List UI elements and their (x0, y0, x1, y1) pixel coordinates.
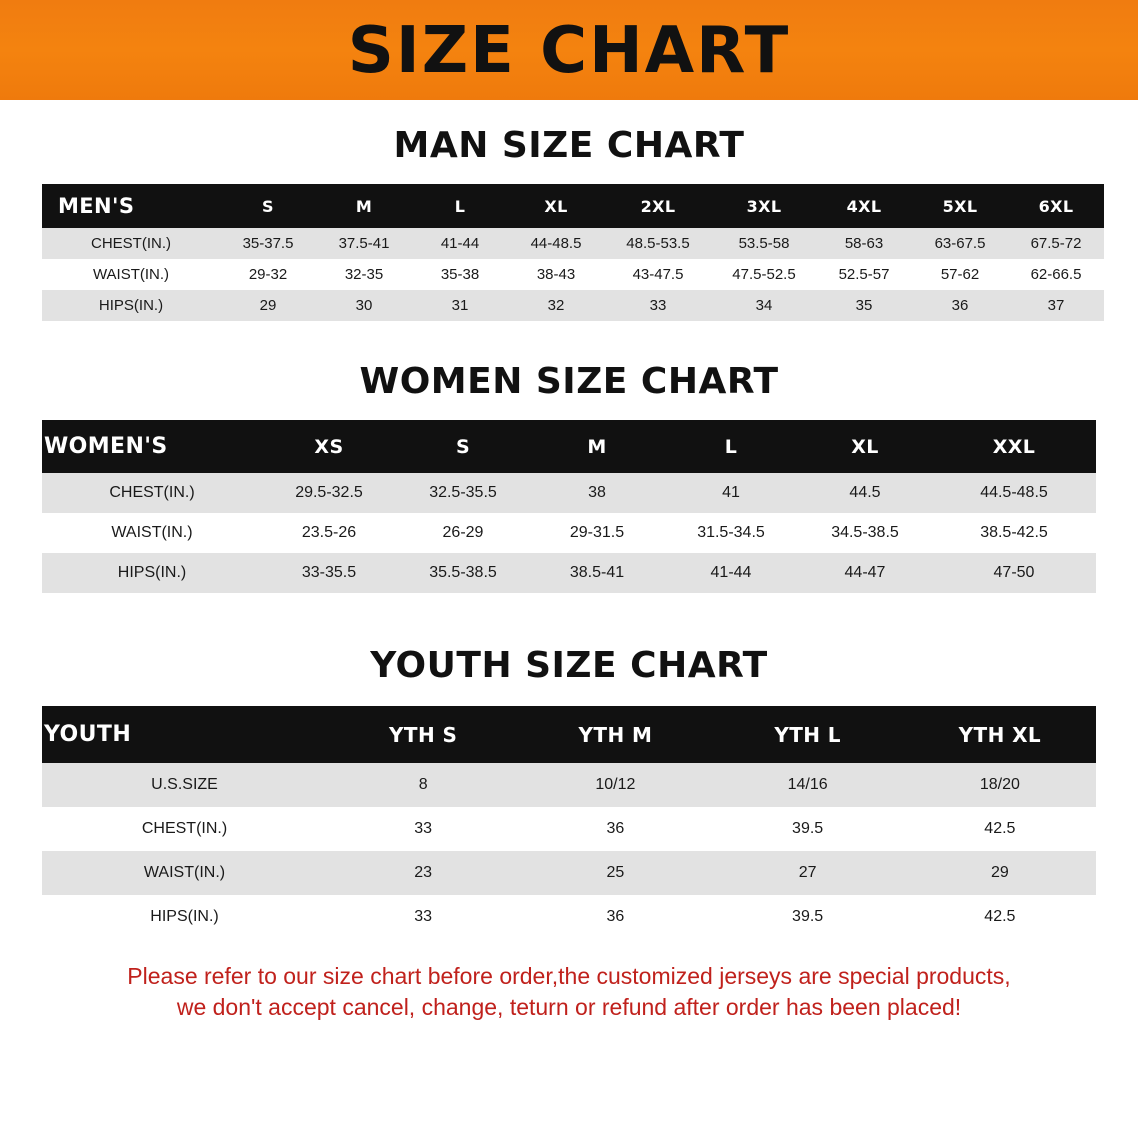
cell: 36 (519, 807, 711, 851)
col-header-l: L (412, 184, 508, 228)
cell: 44.5 (798, 473, 932, 513)
cell: 36 (912, 290, 1008, 321)
cell: 30 (316, 290, 412, 321)
table-row (42, 553, 1096, 593)
col-header-yth-m: YTH M (519, 706, 711, 763)
table-row (42, 290, 1104, 321)
col-header-s: S (220, 184, 316, 228)
cell: 23.5-26 (262, 513, 396, 553)
col-header-4xl: 4XL (816, 184, 912, 228)
col-header-2xl: 2XL (604, 184, 712, 228)
col-header-youth: YOUTH (42, 706, 327, 763)
col-header-6xl: 6XL (1008, 184, 1104, 228)
table-row (42, 259, 1104, 290)
cell: 33 (604, 290, 712, 321)
header-banner (0, 0, 1138, 100)
disclaimer-line-1: Please refer to our size chart before order,the customized jerseys are special products, (127, 963, 1011, 989)
cell: 47.5-52.5 (712, 259, 816, 290)
col-header-yth-xl: YTH XL (904, 706, 1096, 763)
cell: 39.5 (712, 895, 904, 939)
cell: 35 (816, 290, 912, 321)
row-label-waist: WAIST(IN.) (42, 259, 220, 290)
cell: 35.5-38.5 (396, 553, 530, 593)
col-header-xl: XL (798, 420, 932, 473)
cell: 53.5-58 (712, 228, 816, 259)
youth-section-heading: YOUTH SIZE CHART (370, 645, 768, 686)
cell: 37 (1008, 290, 1104, 321)
row-label-chest: CHEST(IN.) (42, 807, 327, 851)
women-size-table (42, 420, 1096, 593)
cell: 25 (519, 851, 711, 895)
col-header-m: M (530, 420, 664, 473)
cell: 44-47 (798, 553, 932, 593)
table-row (42, 807, 1096, 851)
row-label-hips: HIPS(IN.) (42, 290, 220, 321)
row-label-us-size: U.S.SIZE (42, 763, 327, 807)
row-label-hips: HIPS(IN.) (42, 553, 262, 593)
cell: 38-43 (508, 259, 604, 290)
cell: 43-47.5 (604, 259, 712, 290)
cell: 32-35 (316, 259, 412, 290)
table-row (42, 473, 1096, 513)
cell: 41 (664, 473, 798, 513)
cell: 36 (519, 895, 711, 939)
cell: 47-50 (932, 553, 1096, 593)
cell: 8 (327, 763, 519, 807)
col-header-yth-l: YTH L (712, 706, 904, 763)
cell: 34 (712, 290, 816, 321)
cell: 10/12 (519, 763, 711, 807)
disclaimer-line-2: we don't accept cancel, change, teturn or refund after order has been placed! (176, 994, 962, 1021)
cell: 33 (327, 807, 519, 851)
cell: 33 (327, 895, 519, 939)
cell: 41-44 (412, 228, 508, 259)
cell: 32 (508, 290, 604, 321)
cell: 32.5-35.5 (396, 473, 530, 513)
cell: 52.5-57 (816, 259, 912, 290)
col-header-3xl: 3XL (712, 184, 816, 228)
cell: 41-44 (664, 553, 798, 593)
col-header-5xl: 5XL (912, 184, 1008, 228)
table-row (42, 895, 1096, 939)
cell: 26-29 (396, 513, 530, 553)
cell: 48.5-53.5 (604, 228, 712, 259)
cell: 42.5 (904, 807, 1096, 851)
cell: 67.5-72 (1008, 228, 1104, 259)
col-header-yth-s: YTH S (327, 706, 519, 763)
man-section-heading: MAN SIZE CHART (393, 125, 745, 166)
table-header-row (42, 706, 1096, 763)
table-header-row (42, 184, 1104, 228)
cell: 63-67.5 (912, 228, 1008, 259)
row-label-waist: WAIST(IN.) (42, 513, 262, 553)
table-row (42, 228, 1104, 259)
row-label-chest: CHEST(IN.) (42, 473, 262, 513)
cell: 39.5 (712, 807, 904, 851)
cell: 31.5-34.5 (664, 513, 798, 553)
cell: 58-63 (816, 228, 912, 259)
table-header-row (42, 420, 1096, 473)
row-label-hips: HIPS(IN.) (42, 895, 327, 939)
cell: 33-35.5 (262, 553, 396, 593)
col-header-m: M (316, 184, 412, 228)
page-title: SIZE CHART (347, 14, 791, 88)
cell: 57-62 (912, 259, 1008, 290)
man-size-table (42, 184, 1104, 321)
cell: 27 (712, 851, 904, 895)
col-header-xl: XL (508, 184, 604, 228)
cell: 35-38 (412, 259, 508, 290)
col-header-womens: WOMEN'S (42, 420, 262, 473)
cell: 29 (904, 851, 1096, 895)
women-section-heading: WOMEN SIZE CHART (359, 361, 779, 402)
cell: 37.5-41 (316, 228, 412, 259)
row-label-chest: CHEST(IN.) (42, 228, 220, 259)
cell: 34.5-38.5 (798, 513, 932, 553)
cell: 38.5-41 (530, 553, 664, 593)
cell: 23 (327, 851, 519, 895)
col-header-s: S (396, 420, 530, 473)
row-label-waist: WAIST(IN.) (42, 851, 327, 895)
col-header-xs: XS (262, 420, 396, 473)
cell: 18/20 (904, 763, 1096, 807)
cell: 29-32 (220, 259, 316, 290)
cell: 29 (220, 290, 316, 321)
youth-size-table (42, 706, 1096, 939)
cell: 62-66.5 (1008, 259, 1104, 290)
women-table-wrap (42, 420, 1096, 593)
cell: 42.5 (904, 895, 1096, 939)
table-row (42, 513, 1096, 553)
cell: 35-37.5 (220, 228, 316, 259)
cell: 44.5-48.5 (932, 473, 1096, 513)
cell: 31 (412, 290, 508, 321)
cell: 38.5-42.5 (932, 513, 1096, 553)
table-row (42, 763, 1096, 807)
cell: 44-48.5 (508, 228, 604, 259)
col-header-men: MEN'S (42, 184, 220, 228)
man-table-wrap (42, 184, 1096, 321)
disclaimer-note (40, 961, 1098, 1023)
col-header-xxl: XXL (932, 420, 1096, 473)
col-header-l: L (664, 420, 798, 473)
cell: 14/16 (712, 763, 904, 807)
cell: 29.5-32.5 (262, 473, 396, 513)
table-row (42, 851, 1096, 895)
youth-table-wrap (42, 706, 1096, 939)
cell: 38 (530, 473, 664, 513)
cell: 29-31.5 (530, 513, 664, 553)
